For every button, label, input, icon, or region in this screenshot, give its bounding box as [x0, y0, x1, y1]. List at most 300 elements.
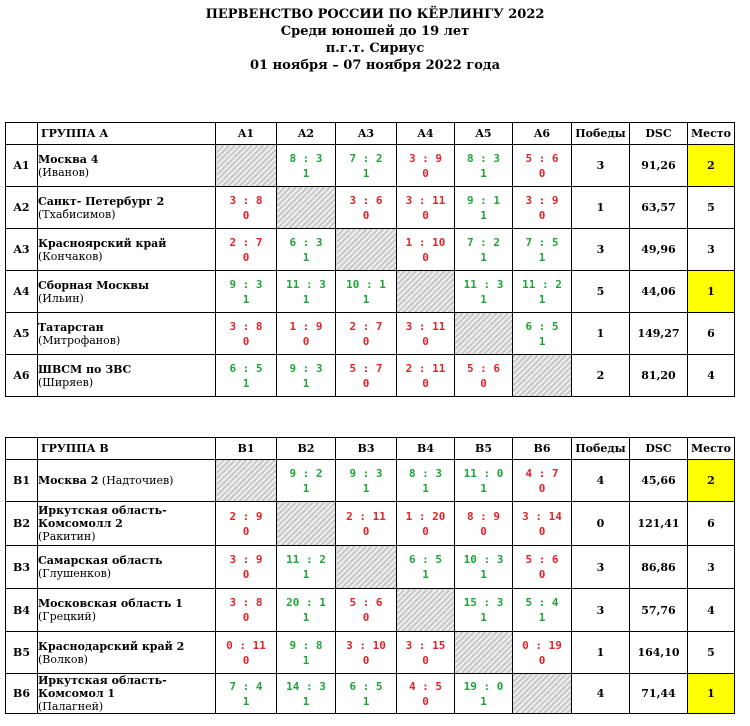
place-header: Место	[688, 123, 735, 145]
match-result	[336, 271, 397, 313]
match-score: 4 : 7	[525, 466, 559, 480]
self-match-cell	[216, 145, 277, 187]
match-points: 0	[538, 166, 546, 180]
place-value: 3	[688, 546, 735, 589]
match-result	[455, 145, 513, 187]
table-header-row	[6, 438, 735, 460]
match-result	[397, 546, 455, 589]
header-blank	[6, 438, 38, 460]
match-points: 0	[242, 250, 250, 264]
match-score: 6 : 5	[525, 319, 559, 333]
match-result	[277, 313, 336, 355]
wins-value: 1	[572, 632, 630, 674]
match-points: 1	[302, 653, 310, 667]
match-result	[277, 460, 336, 502]
match-score: 19 : 0	[463, 679, 504, 693]
match-score: 6 : 5	[349, 679, 383, 693]
match-result	[277, 355, 336, 397]
team-row	[6, 313, 735, 355]
match-score: 2 : 9	[229, 509, 263, 523]
match-points: 0	[362, 208, 370, 222]
group-title: ГРУППА А	[38, 123, 216, 145]
match-score: 7 : 5	[525, 235, 559, 249]
match-result	[513, 546, 572, 589]
coach-name: (Митрофанов)	[38, 333, 121, 347]
match-result	[277, 674, 336, 714]
match-points: 1	[480, 481, 487, 495]
team-cell	[38, 313, 216, 355]
place-value: 1	[688, 674, 735, 714]
match-score: 11 : 0	[463, 466, 504, 480]
match-points: 0	[362, 376, 370, 390]
match-score: 3 : 11	[405, 193, 446, 207]
match-points: 1	[242, 694, 250, 708]
match-result	[216, 355, 277, 397]
match-score: 8 : 9	[466, 509, 501, 523]
match-score: 3 : 9	[229, 553, 263, 566]
team-cell	[38, 229, 216, 271]
match-score: 3 : 6	[349, 193, 383, 207]
team-code: A2	[6, 187, 38, 229]
match-result	[216, 632, 277, 674]
match-result	[277, 546, 336, 589]
dsc-value: 164,10	[630, 632, 688, 674]
team-cell	[38, 145, 216, 187]
match-score: 15 : 3	[463, 596, 504, 609]
match-points: 0	[242, 208, 250, 222]
coach-name: (Грецкий)	[38, 610, 97, 623]
wins-header: Победы	[572, 438, 630, 460]
match-result	[513, 589, 572, 632]
dsc-value: 63,57	[630, 187, 688, 229]
match-score: 8 : 3	[289, 151, 323, 165]
column-header-a1: A1	[216, 123, 277, 145]
match-score: 2 : 11	[405, 361, 446, 375]
match-score: 7 : 4	[229, 679, 263, 693]
wins-value: 3	[572, 589, 630, 632]
team-name: Татарстан	[38, 320, 104, 334]
match-score: 20 : 1	[286, 596, 326, 609]
column-header-a4: A4	[397, 123, 455, 145]
match-points: 1	[362, 481, 370, 495]
wins-value: 1	[572, 187, 630, 229]
match-points: 1	[302, 611, 310, 624]
match-score: 11 : 2	[286, 553, 326, 566]
team-cell	[38, 355, 216, 397]
match-points: 0	[538, 524, 546, 538]
match-points: 0	[422, 653, 429, 667]
match-result	[455, 187, 513, 229]
match-score: 6 : 3	[289, 235, 323, 249]
dsc-header: DSC	[630, 438, 688, 460]
match-points: 1	[538, 250, 546, 264]
match-score: 1 : 9	[289, 319, 323, 333]
coach-name: (Надточиев)	[101, 474, 174, 487]
column-header-b5: B5	[455, 438, 513, 460]
wins-value: 3	[572, 229, 630, 271]
match-score: 5 : 6	[466, 361, 501, 375]
match-points: 0	[362, 611, 370, 624]
team-name: Иркутская область- Комсомолл 2	[38, 504, 167, 530]
self-match-cell	[277, 187, 336, 229]
team-cell	[38, 460, 216, 502]
team-name: Москва 4	[38, 152, 99, 166]
match-result	[216, 187, 277, 229]
team-cell	[38, 632, 216, 674]
team-code: A1	[6, 145, 38, 187]
wins-value: 2	[572, 355, 630, 397]
match-result	[455, 355, 513, 397]
championship-title: ПЕРВЕНСТВО РОССИИ ПО КЁРЛИНГУ 2022	[205, 7, 545, 22]
match-points: 0	[480, 376, 487, 390]
team-name: Красноярский край	[38, 236, 167, 250]
dates: 01 ноября – 07 ноября 2022 года	[249, 58, 501, 73]
match-result	[336, 674, 397, 714]
match-points: 1	[480, 292, 487, 306]
place-value: 2	[688, 145, 735, 187]
match-result	[277, 229, 336, 271]
coach-name: (Ракитин)	[38, 530, 96, 543]
match-result	[216, 271, 277, 313]
match-result	[277, 271, 336, 313]
match-points: 0	[538, 208, 546, 222]
match-result	[455, 674, 513, 714]
dsc-header: DSC	[630, 123, 688, 145]
self-match-cell	[455, 313, 513, 355]
team-row	[6, 632, 735, 674]
age-category: Среди юношей до 19 лет	[280, 24, 470, 39]
team-cell	[38, 502, 216, 546]
match-result	[216, 674, 277, 714]
team-name: Самарская область	[38, 554, 163, 567]
match-points: 1	[302, 292, 310, 306]
match-result	[455, 546, 513, 589]
team-code: B5	[6, 632, 38, 674]
match-score: 11 : 2	[522, 277, 562, 291]
match-result	[397, 502, 455, 546]
team-code: B3	[6, 546, 38, 589]
match-result	[277, 589, 336, 632]
match-score: 14 : 3	[286, 679, 326, 693]
team-code: A3	[6, 229, 38, 271]
match-score: 9 : 8	[289, 638, 323, 652]
match-points: 1	[480, 166, 487, 180]
place-value: 4	[688, 589, 735, 632]
group-b-table	[5, 437, 735, 714]
coach-name: (Ширяев)	[38, 375, 94, 389]
team-name: ШВСМ по ЗВС	[38, 362, 132, 376]
team-cell	[38, 271, 216, 313]
wins-value: 0	[572, 502, 630, 546]
match-result	[455, 589, 513, 632]
match-points: 1	[302, 481, 310, 495]
match-points: 0	[422, 250, 429, 264]
group-title: ГРУППА В	[38, 438, 216, 460]
wins-value: 4	[572, 674, 630, 714]
match-points: 0	[422, 694, 429, 708]
match-score: 3 : 11	[405, 319, 446, 333]
match-points: 1	[422, 481, 429, 495]
column-header-b1: B1	[216, 438, 277, 460]
match-points: 1	[422, 568, 429, 581]
match-score: 3 : 10	[346, 638, 386, 652]
match-result	[513, 187, 572, 229]
match-result	[513, 145, 572, 187]
team-cell	[38, 187, 216, 229]
team-name: Сборная Москвы	[38, 278, 150, 292]
match-result	[455, 229, 513, 271]
team-code: B2	[6, 502, 38, 546]
coach-name: (Глушенков)	[38, 567, 112, 580]
match-result	[397, 460, 455, 502]
match-score: 2 : 11	[346, 509, 386, 523]
self-match-cell	[336, 546, 397, 589]
place-value: 4	[688, 355, 735, 397]
dsc-value: 121,41	[630, 502, 688, 546]
place-value: 3	[688, 229, 735, 271]
dsc-value: 57,76	[630, 589, 688, 632]
match-points: 1	[480, 611, 487, 624]
dsc-value: 81,20	[630, 355, 688, 397]
match-result	[336, 313, 397, 355]
match-score: 3 : 9	[408, 151, 443, 165]
match-points: 0	[422, 334, 429, 348]
match-result	[216, 229, 277, 271]
wins-value: 3	[572, 546, 630, 589]
match-points: 0	[362, 334, 370, 348]
column-header-a3: A3	[336, 123, 397, 145]
team-code: A5	[6, 313, 38, 355]
match-score: 9 : 1	[466, 193, 501, 207]
venue: п.г.т. Сириус	[325, 41, 425, 56]
team-code: B4	[6, 589, 38, 632]
team-name: Санкт- Петербург 2	[38, 194, 165, 208]
match-score: 11 : 3	[463, 277, 504, 291]
match-result	[336, 460, 397, 502]
match-points: 0	[362, 524, 370, 538]
match-result	[336, 502, 397, 546]
team-code: B1	[6, 460, 38, 502]
match-result	[216, 589, 277, 632]
wins-value: 3	[572, 145, 630, 187]
match-result	[513, 313, 572, 355]
match-points: 1	[480, 694, 487, 708]
match-score: 9 : 2	[289, 466, 323, 480]
team-row	[6, 546, 735, 589]
team-row	[6, 502, 735, 546]
team-row	[6, 589, 735, 632]
match-points: 1	[480, 250, 487, 264]
match-result	[277, 632, 336, 674]
team-name: Краснодарский край 2	[38, 639, 185, 653]
match-result	[397, 632, 455, 674]
place-value: 6	[688, 313, 735, 355]
match-points: 1	[302, 250, 310, 264]
wins-value: 5	[572, 271, 630, 313]
place-value: 5	[688, 632, 735, 674]
header-blank	[6, 123, 38, 145]
match-score: 10 : 1	[346, 277, 386, 291]
team-row	[6, 460, 735, 502]
match-points: 0	[422, 376, 429, 390]
place-header: Место	[688, 438, 735, 460]
match-points: 0	[242, 568, 250, 581]
column-header-a5: A5	[455, 123, 513, 145]
wins-header: Победы	[572, 123, 630, 145]
match-points: 0	[242, 611, 250, 624]
match-score: 3 : 8	[229, 319, 263, 333]
dsc-value: 86,86	[630, 546, 688, 589]
match-result	[455, 460, 513, 502]
place-value: 1	[688, 271, 735, 313]
match-points: 1	[242, 292, 250, 306]
match-points: 1	[302, 568, 310, 581]
document-header	[0, 6, 750, 74]
team-row	[6, 355, 735, 397]
coach-name: (Тхабисимов)	[38, 207, 116, 221]
match-points: 0	[242, 653, 250, 667]
table-header-row	[6, 123, 735, 145]
match-points: 1	[480, 208, 487, 222]
match-points: 0	[538, 653, 546, 667]
match-result	[397, 674, 455, 714]
wins-value: 1	[572, 313, 630, 355]
match-score: 2 : 7	[229, 235, 263, 249]
match-score: 8 : 3	[408, 466, 443, 480]
match-result	[397, 313, 455, 355]
coach-name: (Кончаков)	[38, 249, 103, 263]
team-name: Московская область 1	[38, 597, 183, 610]
match-points: 0	[242, 524, 250, 538]
match-score: 8 : 3	[466, 151, 501, 165]
coach-name: (Палагней)	[38, 700, 104, 713]
self-match-cell	[336, 229, 397, 271]
match-score: 9 : 3	[229, 277, 263, 291]
match-points: 1	[302, 694, 310, 708]
match-score: 0 : 11	[226, 638, 266, 652]
match-result	[513, 460, 572, 502]
match-score: 3 : 8	[229, 596, 263, 609]
column-header-b2: B2	[277, 438, 336, 460]
match-result	[336, 632, 397, 674]
match-score: 2 : 7	[349, 319, 383, 333]
self-match-cell	[397, 271, 455, 313]
match-points: 1	[362, 694, 370, 708]
match-score: 4 : 5	[408, 679, 443, 693]
team-cell	[38, 589, 216, 632]
match-score: 5 : 6	[349, 596, 383, 609]
match-score: 3 : 15	[405, 638, 446, 652]
match-points: 1	[362, 166, 370, 180]
match-points: 1	[538, 292, 546, 306]
match-result	[216, 502, 277, 546]
team-row	[6, 187, 735, 229]
match-score: 3 : 8	[229, 193, 263, 207]
match-result	[455, 502, 513, 546]
dsc-value: 149,27	[630, 313, 688, 355]
match-result	[397, 145, 455, 187]
match-score: 11 : 3	[286, 277, 326, 291]
match-result	[216, 546, 277, 589]
dsc-value: 49,96	[630, 229, 688, 271]
match-points: 0	[242, 334, 250, 348]
match-points: 1	[480, 568, 487, 581]
match-score: 5 : 7	[349, 361, 383, 375]
column-header-b4: B4	[397, 438, 455, 460]
match-points: 1	[538, 611, 546, 624]
dsc-value: 71,44	[630, 674, 688, 714]
match-score: 6 : 5	[229, 361, 263, 375]
column-header-b6: B6	[513, 438, 572, 460]
match-points: 1	[362, 292, 370, 306]
place-value: 2	[688, 460, 735, 502]
team-row	[6, 145, 735, 187]
self-match-cell	[513, 674, 572, 714]
match-points: 1	[242, 376, 250, 390]
match-score: 5 : 6	[525, 553, 559, 566]
team-name: Иркутская область- Комсомол 1	[38, 674, 167, 700]
team-name: Москва 2	[38, 474, 99, 487]
match-score: 9 : 3	[289, 361, 323, 375]
team-code: A6	[6, 355, 38, 397]
match-points: 0	[422, 166, 429, 180]
self-match-cell	[277, 502, 336, 546]
match-result	[397, 187, 455, 229]
match-score: 7 : 2	[349, 151, 383, 165]
match-result	[513, 632, 572, 674]
match-result	[336, 355, 397, 397]
match-score: 1 : 20	[405, 509, 446, 523]
match-result	[513, 229, 572, 271]
match-score: 0 : 19	[522, 638, 562, 652]
match-points: 0	[538, 481, 546, 495]
match-result	[216, 313, 277, 355]
match-score: 1 : 10	[405, 235, 446, 249]
match-points: 0	[362, 653, 370, 667]
place-value: 6	[688, 502, 735, 546]
match-score: 9 : 3	[349, 466, 383, 480]
coach-name: (Волков)	[38, 652, 88, 666]
team-row	[6, 229, 735, 271]
match-result	[397, 229, 455, 271]
match-points: 1	[302, 166, 310, 180]
dsc-value: 91,26	[630, 145, 688, 187]
wins-value: 4	[572, 460, 630, 502]
column-header-a2: A2	[277, 123, 336, 145]
match-score: 7 : 2	[466, 235, 501, 249]
match-score: 3 : 14	[522, 509, 562, 523]
self-match-cell	[513, 355, 572, 397]
self-match-cell	[216, 460, 277, 502]
match-score: 3 : 9	[525, 193, 559, 207]
match-score: 10 : 3	[463, 553, 504, 566]
match-result	[277, 145, 336, 187]
coach-name: (Иванов)	[38, 165, 90, 179]
team-code: B6	[6, 674, 38, 714]
match-points: 1	[302, 376, 310, 390]
self-match-cell	[397, 589, 455, 632]
dsc-value: 44,06	[630, 271, 688, 313]
match-points: 0	[480, 524, 487, 538]
match-result	[397, 355, 455, 397]
match-points: 1	[538, 334, 546, 348]
match-points: 0	[538, 568, 546, 581]
match-result	[336, 187, 397, 229]
match-result	[455, 271, 513, 313]
team-cell	[38, 674, 216, 714]
match-result	[336, 145, 397, 187]
match-points: 0	[422, 208, 429, 222]
